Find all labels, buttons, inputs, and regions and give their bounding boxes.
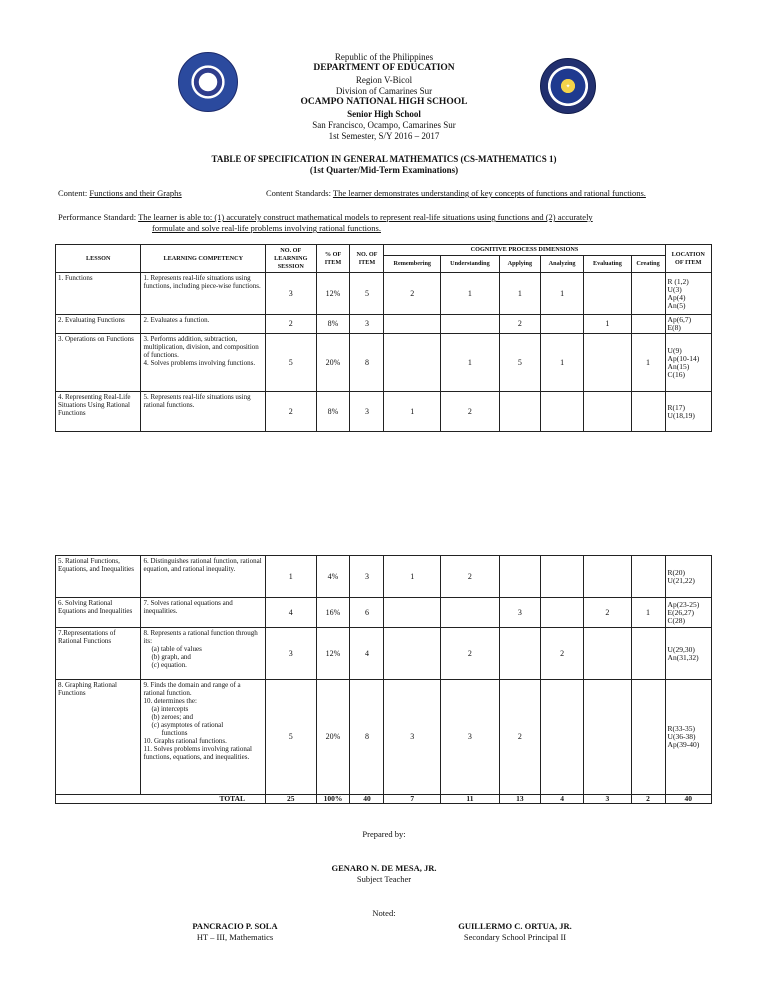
header-school: OCAMPO NATIONAL HIGH SCHOOL [300, 97, 468, 107]
document-title: TABLE OF SPECIFICATION IN GENERAL MATHEMATICS (CS-MATHEMATICS 1) [211, 154, 557, 164]
competency-cell [141, 315, 266, 334]
percent-cell: 20% [316, 334, 350, 392]
sessions-cell: 4 [266, 598, 316, 628]
principal-title: Secondary School Principal II [463, 932, 567, 942]
header-department: DEPARTMENT OF EDUCATION [313, 63, 455, 73]
location-text: An(31,32) [667, 652, 699, 662]
location-text: C(16) [667, 369, 686, 379]
competency-text: 3. Performs addition, subtraction, multiplication, division, and composition of functions. [143, 335, 259, 359]
teacher-title: Subject Teacher [356, 874, 412, 884]
location-text: R(33-35) [667, 724, 696, 733]
total-applying: 13 [499, 795, 540, 804]
location-text: U(21,22) [667, 575, 695, 585]
creating-cell [631, 556, 665, 598]
competency-text: 7. Solves rational equations and inequalities. [143, 599, 233, 615]
evaluating-cell [584, 392, 631, 432]
header-items: NO. OF ITEM [350, 245, 384, 273]
total-label: TOTAL [56, 795, 266, 804]
table-row [56, 392, 712, 432]
performance-value-1: The learner is able to: (1) accurately construct mathematical models to represent real-life situations using functions and (2) accurately [138, 212, 593, 222]
competency-text: (c) equation. [151, 661, 187, 669]
location-text: An(5) [667, 300, 686, 310]
header-semester: 1st Semester, S/Y 2016 – 2017 [328, 131, 440, 141]
total-evaluating: 3 [584, 795, 631, 804]
table-row [56, 556, 712, 598]
competency-text: 8. Represents a rational function through its: [143, 629, 258, 645]
header-region: Region V-Bicol [355, 75, 413, 85]
location-cell [665, 680, 711, 795]
lesson-cell: 1. Functions [56, 273, 141, 315]
location-text: U(3) [667, 284, 682, 294]
header-location: LOCATION OF ITEM [665, 245, 711, 273]
location-text: R(20) [667, 567, 686, 577]
understanding-cell: 1 [441, 273, 500, 315]
content-line [58, 188, 182, 198]
total-row [56, 795, 712, 804]
location-text: U(9) [667, 345, 682, 355]
performance-standard [58, 212, 718, 222]
competency-text: (a) intercepts [151, 705, 189, 713]
header-level: Senior High School [347, 109, 421, 119]
table-row [56, 273, 712, 315]
header-understanding: Understanding [441, 256, 500, 273]
creating-cell [631, 273, 665, 315]
sessions-cell: 3 [266, 273, 316, 315]
remembering-cell: 3 [384, 680, 441, 795]
header-republic: Republic of the Philippines [334, 52, 434, 62]
percent-cell: 4% [316, 556, 350, 598]
competency-cell [141, 628, 266, 680]
total-remembering: 7 [384, 795, 441, 804]
items-cell: 5 [350, 273, 384, 315]
total-percent: 100% [316, 795, 350, 804]
competency-text: (b) zeroes; and [151, 713, 194, 721]
applying-cell: 1 [499, 273, 540, 315]
prepared-by-label: Prepared by: [362, 829, 406, 839]
content-standards-label: Content Standards: [266, 188, 331, 198]
evaluating-cell: 1 [584, 315, 631, 334]
creating-cell [631, 315, 665, 334]
items-cell: 3 [350, 556, 384, 598]
lesson-cell: 4. Representing Real-Life Situations Using Rational Functions [56, 392, 141, 432]
applying-cell [499, 628, 540, 680]
understanding-cell: 1 [441, 334, 500, 392]
table-row [56, 334, 712, 392]
items-cell: 3 [350, 315, 384, 334]
percent-cell: 12% [316, 628, 350, 680]
applying-cell: 3 [499, 598, 540, 628]
location-text: R (1,2) [667, 276, 689, 286]
competency-text: 5. Represents real-life situations using rational functions. [143, 393, 251, 409]
understanding-cell [441, 598, 500, 628]
location-text: Ap(10-14) [667, 353, 700, 363]
header-lesson: LESSON [56, 245, 141, 273]
location-text: C(28) [667, 615, 686, 625]
analyzing-cell [540, 392, 583, 432]
evaluating-cell [584, 556, 631, 598]
principal-name: GUILLERMO C. ORTUA, JR. [458, 921, 572, 931]
location-cell [665, 392, 711, 432]
evaluating-cell [584, 273, 631, 315]
applying-cell: 2 [499, 315, 540, 334]
competency-cell [141, 273, 266, 315]
items-cell: 6 [350, 598, 384, 628]
header-division: Division of Camarines Sur [335, 86, 433, 96]
lesson-cell: 3. Operations on Functions [56, 334, 141, 392]
applying-cell [499, 392, 540, 432]
lesson-cell: 7.Representations of Rational Functions [56, 628, 141, 680]
remembering-cell: 1 [384, 556, 441, 598]
noted-label: Noted: [372, 908, 396, 918]
items-cell: 3 [350, 392, 384, 432]
analyzing-cell [540, 680, 583, 795]
creating-cell: 1 [631, 598, 665, 628]
analyzing-cell: 1 [540, 334, 583, 392]
competency-text: 9. Finds the domain and range of a rational function. [143, 681, 241, 697]
location-text: Ap(39-40) [667, 740, 700, 749]
specification-table-part1 [55, 244, 712, 432]
content-standards-line [266, 188, 646, 198]
competency-text: 1. Represents real-life situations using functions, including piece-wise functions. [143, 274, 261, 290]
location-text: U(18,19) [667, 410, 695, 420]
competency-cell [141, 680, 266, 795]
header-evaluating: Evaluating [584, 256, 631, 273]
creating-cell [631, 680, 665, 795]
head-teacher-title: HT – III, Mathematics [196, 932, 274, 942]
applying-cell: 2 [499, 680, 540, 795]
competency-cell [141, 334, 266, 392]
specification-table-part2 [55, 555, 712, 804]
analyzing-cell [540, 315, 583, 334]
location-cell [665, 598, 711, 628]
header-percent: % OF ITEM [316, 245, 350, 273]
head-teacher-name: PANCRACIO P. SOLA [192, 921, 278, 931]
sessions-cell: 5 [266, 680, 316, 795]
items-cell: 8 [350, 334, 384, 392]
analyzing-cell [540, 598, 583, 628]
teacher-name: GENARO N. DE MESA, JR. [331, 863, 437, 873]
content-value: Functions and their Graphs [89, 188, 182, 198]
competency-text: (b) graph, and [151, 653, 191, 661]
evaluating-cell [584, 680, 631, 795]
competency-text: 4. Solves problems involving functions. [143, 359, 256, 367]
competency-text: functions [161, 729, 188, 737]
location-cell [665, 556, 711, 598]
items-cell: 4 [350, 628, 384, 680]
competency-text: 10. Graphs rational functions. [143, 737, 227, 745]
performance-value-2: formulate and solve real-life problems involving rational functions. [152, 223, 381, 233]
applying-cell: 5 [499, 334, 540, 392]
competency-cell [141, 392, 266, 432]
analyzing-cell [540, 556, 583, 598]
header-remembering: Remembering [384, 256, 441, 273]
understanding-cell [441, 315, 500, 334]
location-text: Ap(23-25) [667, 599, 700, 609]
evaluating-cell: 2 [584, 598, 631, 628]
location-cell [665, 315, 711, 334]
percent-cell: 8% [316, 315, 350, 334]
header-applying: Applying [499, 256, 540, 273]
understanding-cell: 2 [441, 556, 500, 598]
location-text: U(36-38) [667, 732, 696, 741]
location-cell [665, 334, 711, 392]
competency-text: 11. Solves problems involving rational functions, equations, and inequalities. [143, 745, 252, 761]
remembering-cell [384, 598, 441, 628]
header-address: San Francisco, Ocampo, Camarines Sur [312, 120, 456, 130]
table-row [56, 598, 712, 628]
lesson-cell: 8. Graphing Rational Functions [56, 680, 141, 795]
total-location: 40 [665, 795, 711, 804]
table-row [56, 680, 712, 795]
applying-cell [499, 556, 540, 598]
analyzing-cell: 2 [540, 628, 583, 680]
total-sessions: 25 [266, 795, 316, 804]
header-cognitive: COGNITIVE PROCESS DIMENSIONS [384, 245, 665, 256]
total-analyzing: 4 [540, 795, 583, 804]
evaluating-cell [584, 334, 631, 392]
school-seal-logo: ✦ [540, 58, 596, 114]
remembering-cell: 2 [384, 273, 441, 315]
location-text: R(17) [667, 402, 686, 412]
understanding-cell: 2 [441, 392, 500, 432]
analyzing-cell: 1 [540, 273, 583, 315]
remembering-cell [384, 628, 441, 680]
location-text: An(15) [667, 361, 690, 371]
competency-text: (a) table of values [151, 645, 202, 653]
performance-label: Performance Standard: [58, 212, 137, 222]
location-cell [665, 273, 711, 315]
lesson-cell: 2. Evaluating Functions [56, 315, 141, 334]
sessions-cell: 2 [266, 392, 316, 432]
table-row [56, 628, 712, 680]
competency-text: 2. Evaluates a function. [143, 316, 210, 324]
creating-cell: 1 [631, 334, 665, 392]
location-text: Ap(4) [667, 292, 686, 302]
total-items: 40 [350, 795, 384, 804]
remembering-cell: 1 [384, 392, 441, 432]
items-cell: 8 [350, 680, 384, 795]
content-label: Content: [58, 188, 88, 198]
percent-cell: 16% [316, 598, 350, 628]
lesson-cell: 6. Solving Rational Equations and Inequalities [56, 598, 141, 628]
location-text: Ap(6,7) [667, 315, 692, 324]
sessions-cell: 2 [266, 315, 316, 334]
understanding-cell: 2 [441, 628, 500, 680]
percent-cell: 20% [316, 680, 350, 795]
header-sessions: NO. OF LEARNING SESSION [266, 245, 316, 273]
total-creating: 2 [631, 795, 665, 804]
sessions-cell: 1 [266, 556, 316, 598]
percent-cell: 12% [316, 273, 350, 315]
location-cell [665, 628, 711, 680]
competency-text: (c) asymptotes of rational [151, 721, 224, 729]
lesson-cell: 5. Rational Functions, Equations, and Inequalities [56, 556, 141, 598]
deped-seal-logo: ★ [178, 52, 238, 112]
competency-text: 6. Distinguishes rational function, rational equation, and rational inequality. [143, 557, 262, 573]
creating-cell [631, 392, 665, 432]
understanding-cell: 3 [441, 680, 500, 795]
sessions-cell: 3 [266, 628, 316, 680]
header-creating: Creating [631, 256, 665, 273]
sessions-cell: 5 [266, 334, 316, 392]
location-text: E(8) [667, 323, 681, 332]
document-subtitle: (1st Quarter/Mid-Term Examinations) [309, 165, 459, 175]
evaluating-cell [584, 628, 631, 680]
competency-cell [141, 556, 266, 598]
location-text: U(29,30) [667, 644, 695, 654]
percent-cell: 8% [316, 392, 350, 432]
competency-text: 10. determines the: [143, 697, 197, 705]
table-row [56, 315, 712, 334]
content-standards-value: The learner demonstrates understanding of key concepts of functions and rational functions. [332, 188, 646, 198]
remembering-cell [384, 315, 441, 334]
total-understanding: 11 [441, 795, 500, 804]
header-competency: LEARNING COMPETENCY [141, 245, 266, 273]
remembering-cell [384, 334, 441, 392]
competency-cell [141, 598, 266, 628]
creating-cell [631, 628, 665, 680]
location-text: E(26,27) [667, 607, 694, 617]
header-analyzing: Analyzing [540, 256, 583, 273]
